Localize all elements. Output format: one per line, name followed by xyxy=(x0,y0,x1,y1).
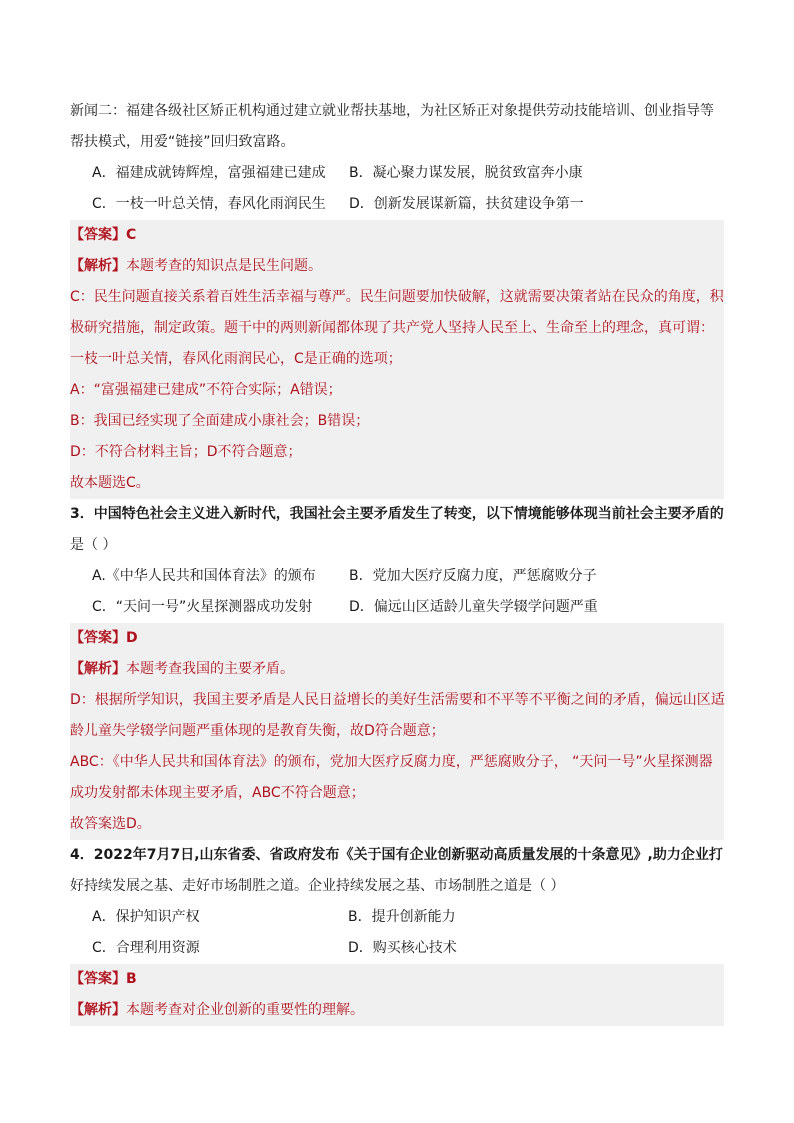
q4-option-c: C．合理利用资源 xyxy=(92,940,200,956)
q2-analysis-line: 极研究措施，制定政策。题干中的两则新闻都体现了共产党人坚持人民至上、生命至上的理念，真可谓： xyxy=(70,313,724,344)
q4-option-b: B．提升创新能力 xyxy=(348,909,456,925)
q4-options-row xyxy=(70,933,724,964)
q2-options-row xyxy=(70,189,724,220)
q3-answer: 【答案】D xyxy=(70,623,724,654)
q3-option-b: B．党加大医疗反腐力度，严惩腐败分子 xyxy=(349,568,597,584)
q4-stem: 4．2022年7月7日,山东省委、省政府发布《关于国有企业创新驱动高质量发展的十条意见》,助力企业打 xyxy=(70,847,723,863)
answer-value: C xyxy=(126,227,137,243)
q3-analysis-line: 成功发射都未体现主要矛盾，ABC不符合题意； xyxy=(70,778,724,809)
q3-analysis-line: 龄儿童失学辍学问题严重体现的是教育失衡，故D符合题意； xyxy=(70,716,724,747)
q2-analysis-line: D：不符合材料主旨；D不符合题意； xyxy=(70,437,724,468)
q3-analysis-line: ABC：《中华人民共和国体育法》的颁布，党加大医疗反腐力度，严惩腐败分子， “天问一号”火星探测器 xyxy=(70,747,724,778)
q2-option-b: B．凝心聚力谋发展，脱贫致富奔小康 xyxy=(349,165,583,181)
q2-analysis-line: C：民生问题直接关系着百姓生活幸福与尊严。民生问题要加快破解，这就需要决策者站在民众的角度，积 xyxy=(70,282,724,313)
q2-options-row xyxy=(70,158,724,189)
q3-stem: 3．中国特色社会主义进入新时代，我国社会主要矛盾发生了转变，以下情境能够体现当前社会主要矛盾的 xyxy=(70,506,724,522)
q2-analysis-line: A：“富强福建已建成”不符合实际；A错误； xyxy=(70,375,724,406)
q4-stem: 好持续发展之基、走好市场制胜之道。企业持续发展之基、市场制胜之道是（ ） xyxy=(70,878,565,894)
q4-option-a: A．保护知识产权 xyxy=(92,909,200,925)
q2-analysis-line: 故本题选C。 xyxy=(70,468,724,499)
q4-option-d: D．购买核心技术 xyxy=(348,940,457,956)
q3-option-c: C．“天问一号”火星探测器成功发射 xyxy=(92,599,313,615)
q3-analysis-head: 【解析】本题考查我国的主要矛盾。 xyxy=(70,654,724,685)
q4-analysis-head: 【解析】本题考查对企业创新的重要性的理解。 xyxy=(70,995,724,1026)
news2-line: 新闻二：福建各级社区矫正机构通过建立就业帮扶基地，为社区矫正对象提供劳动技能培训、创业指导等 xyxy=(70,103,714,119)
q3-option-a: A.《中华人民共和国体育法》的颁布 xyxy=(92,568,316,584)
q4-answer: 【答案】B xyxy=(70,964,724,995)
q2-option-d: D．创新发展谋新篇，扶贫建设争第一 xyxy=(349,196,584,212)
q2-analysis-line: B：我国已经实现了全面建成小康社会；B错误； xyxy=(70,406,724,437)
q2-option-a: A．福建成就铸辉煌，富强福建已建成 xyxy=(92,165,326,181)
q3-analysis-line: D：根据所学知识，我国主要矛盾是人民日益增长的美好生活需要和不平等不平衡之间的矛盾，偏远山区适 xyxy=(70,685,724,716)
q2-option-c: C．一枝一叶总关情，春风化雨润民生 xyxy=(92,196,326,212)
q3-option-d: D．偏远山区适龄儿童失学辍学问题严重 xyxy=(349,599,598,615)
q4-options-row xyxy=(70,902,724,933)
q2-analysis-head: 【解析】本题考查的知识点是民生问题。 xyxy=(70,251,724,282)
document-content xyxy=(70,96,724,1026)
answer-value: D xyxy=(126,630,138,646)
q3-stem: 是（ ） xyxy=(70,537,117,553)
answer-value: B xyxy=(126,971,137,987)
q3-options-row xyxy=(70,561,724,592)
q3-options-row xyxy=(70,592,724,623)
q2-analysis-line: 一枝一叶总关情，春风化雨润民心，C是正确的选项； xyxy=(70,344,724,375)
news2-line: 帮扶模式，用爱“链接”回归致富路。 xyxy=(70,134,295,150)
q2-answer: 【答案】C xyxy=(70,220,724,251)
q3-analysis-line: 故答案选D。 xyxy=(70,809,724,840)
